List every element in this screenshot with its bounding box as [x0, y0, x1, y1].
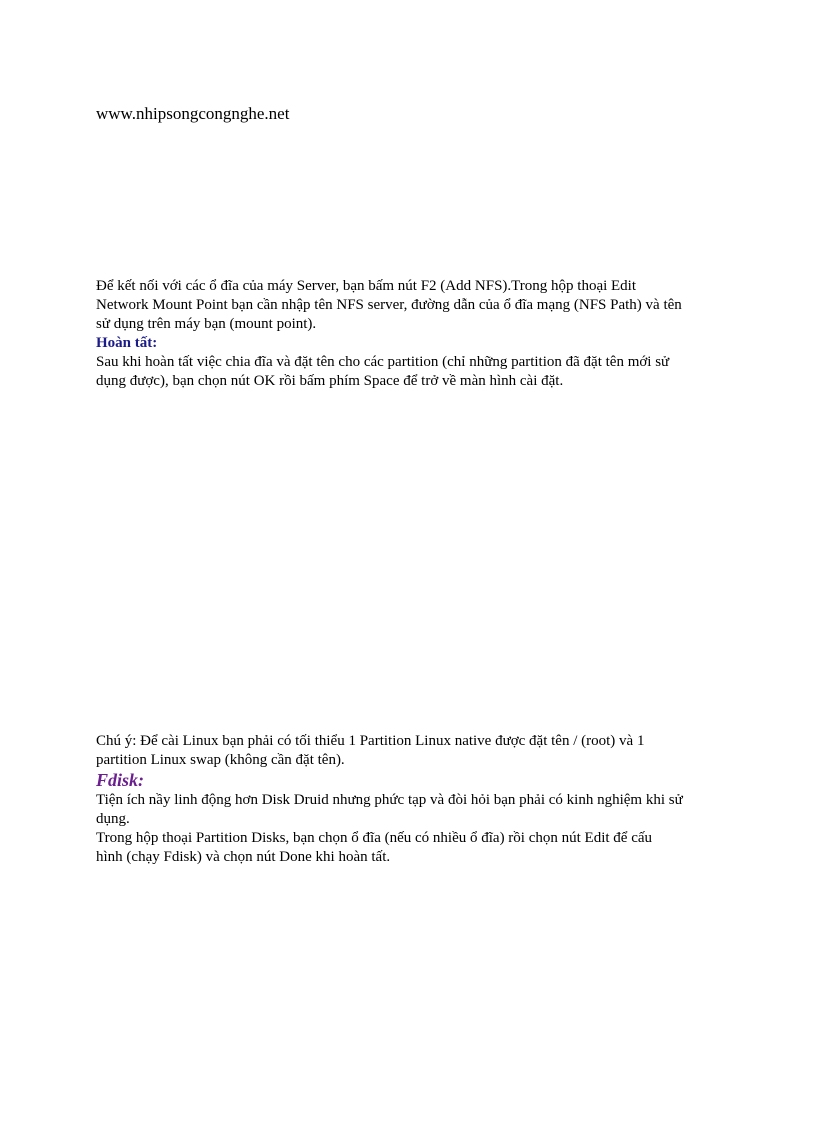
fdisk-paragraph-line: hình (chạy Fdisk) và chọn nút Done khi hoàn tất.: [96, 849, 391, 865]
nfs-paragraph-line: Network Mount Point bạn cần nhập tên NFS server, đường dẫn của ổ đĩa mạng (NFS Path) và tên: [96, 297, 682, 313]
heading-hoan-tat: Hoàn tất:: [96, 335, 158, 351]
fdisk-paragraph-line: dụng.: [96, 811, 130, 827]
note-paragraph-line: partition Linux swap (không cần đặt tên).: [96, 752, 345, 768]
completion-paragraph-line: Sau khi hoàn tất việc chia đĩa và đặt tên cho các partition (chỉ những partition đã đặt tên mới sử: [96, 354, 670, 370]
note-paragraph-line: Chú ý: Để cài Linux bạn phải có tối thiểu 1 Partition Linux native được đặt tên / (root) và 1: [96, 733, 645, 749]
nfs-paragraph-line: sử dụng trên máy bạn (mount point).: [96, 316, 317, 332]
heading-fdisk: Fdisk:: [96, 770, 145, 790]
section-nfs: [96, 277, 682, 391]
section-fdisk: [96, 732, 683, 867]
completion-paragraph-line: dụng được), bạn chọn nút OK rồi bấm phím Space để trở về màn hình cài đặt.: [96, 373, 564, 389]
nfs-paragraph-line: Để kết nối với các ổ đĩa của máy Server, bạn bấm nút F2 (Add NFS).Trong hộp thoại Edit: [96, 278, 637, 294]
fdisk-paragraph-line: Tiện ích nầy linh động hơn Disk Druid nhưng phức tạp và đòi hỏi bạn phải có kinh nghiệm khi sử: [96, 792, 683, 808]
site-url: www.nhipsongcongnghe.net: [96, 104, 290, 123]
fdisk-paragraph-line: Trong hộp thoại Partition Disks, bạn chọn ổ đĩa (nếu có nhiều ổ đĩa) rồi chọn nút Edit để cấu: [96, 830, 653, 846]
